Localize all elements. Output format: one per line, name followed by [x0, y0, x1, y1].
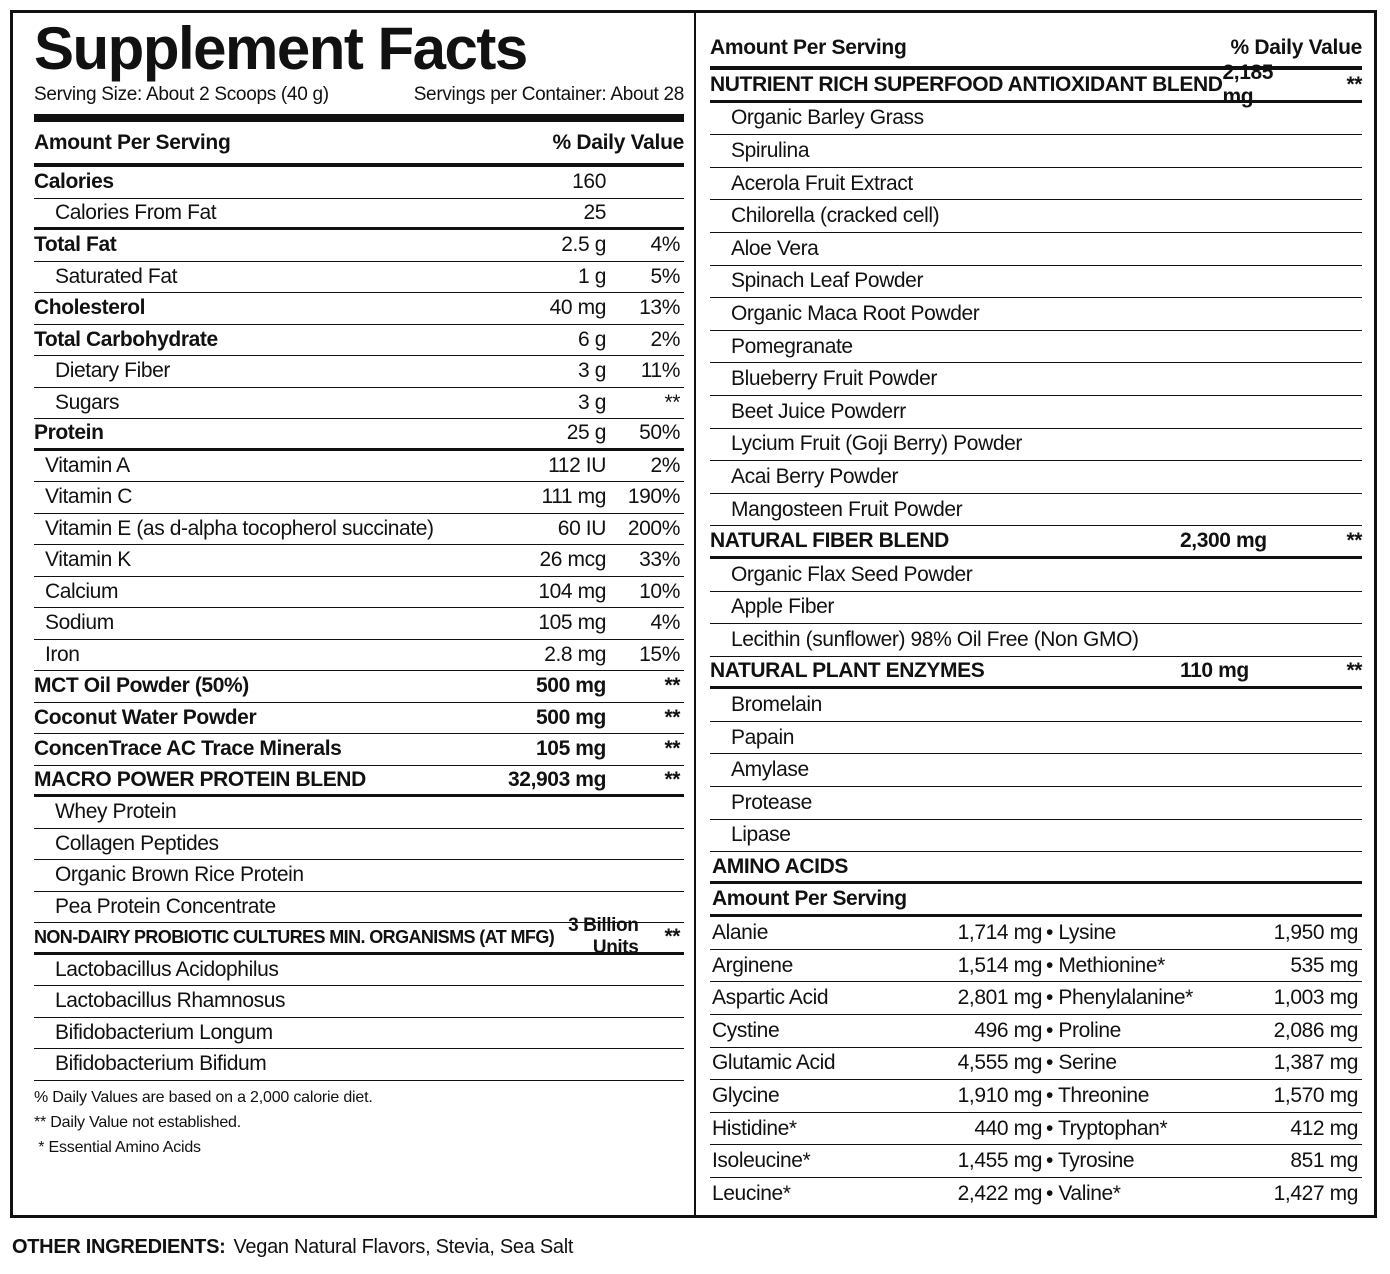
nutrient-row [34, 293, 684, 325]
amino-name: Leucine* [712, 1182, 791, 1206]
blend-ingredient-row [710, 200, 1362, 233]
blend-ingredient-row [710, 787, 1362, 820]
nutrient-row [34, 577, 684, 609]
amount-per-serving-label: Amount Per Serving [710, 36, 907, 59]
nutrient-amount: 104 mg [538, 579, 606, 603]
nutrient-name: ConcenTrace AC Trace Minerals [34, 737, 342, 761]
blend-ingredient-row [710, 363, 1362, 396]
amino-name: Aspartic Acid [712, 986, 829, 1010]
daily-value-label: % Daily Value [1230, 36, 1362, 59]
nutrient-name: Bifidobacterium Bifidum [55, 1052, 267, 1076]
left-header [34, 122, 684, 163]
amino-name: Histidine* [712, 1116, 797, 1140]
nutrient-name: Total Fat [34, 233, 117, 257]
blend-daily-value: ** [1346, 659, 1362, 683]
nutrient-daily-value: 190% [627, 485, 680, 509]
other-ingredients [12, 1236, 573, 1259]
nutrient-name: Lactobacillus Rhamnosus [55, 989, 286, 1013]
amino-amount: 2,422 mg [957, 1182, 1042, 1206]
nutrient-row [34, 703, 684, 735]
nutrient-amount: 105 mg [536, 737, 606, 761]
nutrient-amount: 32,903 mg [508, 767, 606, 791]
amino-row [710, 1048, 1362, 1081]
amino-name: • Tyrosine [1046, 1149, 1135, 1173]
nutrient-amount: 26 mcg [539, 548, 606, 572]
amino-amount: 496 mg [974, 1018, 1042, 1042]
nutrient-amount: 3 g [578, 390, 606, 414]
nutrient-name: Vitamin C [45, 485, 133, 509]
blend-ingredient: Apple Fiber [731, 595, 834, 619]
nutrient-row [34, 545, 684, 577]
nutrient-row [34, 1018, 684, 1050]
amount-per-serving-label: Amount Per Serving [34, 130, 231, 154]
left-column [34, 15, 684, 1160]
nutrient-name: Iron [45, 642, 80, 666]
amino-row [710, 982, 1362, 1015]
blend-ingredient: Lecithin (sunflower) 98% Oil Free (Non GMO) [731, 627, 1139, 651]
blend-ingredient: Lipase [731, 823, 791, 847]
blend-ingredient: Blueberry Fruit Powder [731, 367, 937, 391]
amino-row [710, 1178, 1362, 1211]
nutrient-row [34, 230, 684, 262]
nutrient-name: Calcium [45, 579, 119, 603]
nutrient-daily-value: ** [664, 737, 680, 761]
amino-amount: 2,801 mg [957, 986, 1042, 1010]
blend-ingredient: Spirulina [731, 138, 810, 162]
servings-per-container: Servings per Container: About 28 [413, 84, 684, 105]
nutrient-row [34, 356, 684, 388]
daily-value-label: % Daily Value [552, 130, 684, 154]
page-title: Supplement Facts [34, 15, 527, 82]
nutrient-daily-value: ** [664, 925, 680, 949]
serving-size: Serving Size: About 2 Scoops (40 g) [34, 84, 329, 105]
blend-ingredient: Chilorella (cracked cell) [731, 204, 940, 228]
nutrient-row [34, 325, 684, 357]
nutrient-name: Vitamin E (as d-alpha tocopherol succinate) [45, 516, 434, 540]
amino-row [710, 950, 1362, 983]
amino-name: • Proline [1046, 1018, 1121, 1042]
nutrient-daily-value: 15% [639, 642, 680, 666]
nutrient-name: Lactobacillus Acidophilus [55, 957, 279, 981]
nutrient-row [34, 671, 684, 703]
nutrient-name: Bifidobacterium Longum [55, 1020, 273, 1044]
amino-amount: 1,427 mg [1273, 1182, 1358, 1206]
nutrient-name: NON-DAIRY PROBIOTIC CULTURES MIN. ORGANISMS (AT MFG) [34, 926, 555, 947]
nutrient-name: Sodium [45, 611, 114, 635]
amino-amount: 1,387 mg [1273, 1051, 1358, 1075]
amino-name: Alanie [712, 921, 768, 945]
nutrient-name: Protein [34, 421, 104, 445]
blend-ingredient: Aloe Vera [731, 236, 819, 260]
blend-name: NATURAL PLANT ENZYMES [710, 659, 985, 683]
nutrient-amount: 500 mg [536, 674, 606, 698]
nutrient-name: Organic Brown Rice Protein [55, 863, 304, 887]
amino-amount: 1,514 mg [957, 953, 1042, 977]
amino-amount: 535 mg [1290, 953, 1358, 977]
blend-ingredient: Protease [731, 790, 812, 814]
amino-name: Arginene [712, 953, 793, 977]
blend-amount: 2,300 mg [1180, 529, 1267, 553]
nutrient-amount: 2.5 g [561, 233, 606, 257]
blend-ingredient-row [710, 592, 1362, 625]
nutrient-amount: 105 mg [538, 611, 606, 635]
nutrient-name: Collagen Peptides [55, 831, 219, 855]
nutrient-name: Vitamin A [45, 453, 130, 477]
amino-name: • Phenylalanine* [1046, 986, 1193, 1010]
blend-ingredient-row [710, 754, 1362, 787]
amino-row [710, 1145, 1362, 1178]
footnotes [34, 1085, 684, 1160]
amino-row [710, 1015, 1362, 1048]
amino-name: Cystine [712, 1018, 780, 1042]
nutrient-row [34, 734, 684, 766]
nutrient-amount: 112 IU [548, 453, 606, 477]
blend-row [710, 657, 1362, 690]
blend-row [710, 60, 1362, 108]
nutrient-amount: 40 mg [549, 296, 606, 320]
blend-ingredient: Mangosteen Fruit Powder [731, 497, 963, 521]
column-divider [694, 10, 696, 1218]
nutrient-row [34, 915, 684, 959]
blend-ingredient: Lycium Fruit (Goji Berry) Powder [731, 432, 1022, 456]
other-ingredients-label: OTHER INGREDIENTS: [12, 1236, 226, 1258]
nutrient-name: MCT Oil Powder (50%) [34, 674, 249, 698]
blend-ingredient: Organic Flax Seed Powder [731, 562, 973, 586]
footnote: * Essential Amino Acids [34, 1138, 201, 1156]
blend-list [710, 60, 1362, 852]
nutrient-daily-value: 4% [650, 611, 680, 635]
serving-info [34, 80, 684, 110]
nutrient-daily-value: 2% [650, 453, 680, 477]
nutrient-row [34, 860, 684, 892]
nutrient-daily-value: 5% [650, 264, 680, 288]
amino-name: Glutamic Acid [712, 1051, 836, 1075]
blend-ingredient-row [710, 103, 1362, 136]
nutrient-row [34, 451, 684, 483]
amino-row [710, 917, 1362, 950]
other-ingredients-text: Vegan Natural Flavors, Stevia, Sea Salt [233, 1236, 574, 1258]
blend-ingredient-row [710, 135, 1362, 168]
blend-row [710, 526, 1362, 559]
nutrient-row [34, 829, 684, 861]
nutrient-daily-value: 4% [650, 233, 680, 257]
amino-name: • Tryptophan* [1046, 1116, 1168, 1140]
amino-amount: 1,910 mg [957, 1084, 1042, 1108]
amino-name: • Methionine* [1046, 953, 1165, 977]
nutrient-daily-value: 200% [627, 516, 680, 540]
nutrient-daily-value: 2% [650, 327, 680, 351]
blend-ingredient: Acai Berry Powder [731, 464, 899, 488]
nutrient-row [34, 262, 684, 294]
nutrient-name: Cholesterol [34, 296, 146, 320]
blend-ingredient-row [710, 689, 1362, 722]
nutrient-amount: 1 g [578, 264, 606, 288]
nutrient-row [34, 797, 684, 829]
nutrient-amount: 60 IU [557, 516, 606, 540]
right-column [710, 30, 1362, 1211]
thick-rule [34, 114, 684, 122]
nutrient-amount: 6 g [578, 327, 606, 351]
amino-list [710, 917, 1362, 1210]
nutrient-daily-value: 33% [639, 548, 680, 572]
nutrient-name: Vitamin K [45, 548, 131, 572]
amino-header: Amount Per Serving [710, 884, 1362, 917]
amino-row [710, 1113, 1362, 1146]
blend-amount: 2,185 mg [1222, 60, 1274, 108]
amino-name: Isoleucine* [712, 1149, 811, 1173]
nutrient-row [34, 766, 684, 798]
nutrient-row [34, 482, 684, 514]
blend-ingredient-row [710, 168, 1362, 201]
blend-daily-value: ** [1346, 72, 1362, 96]
amino-amount: 851 mg [1290, 1149, 1358, 1173]
blend-ingredient: Pomegranate [731, 334, 853, 358]
nutrient-name: MACRO POWER PROTEIN BLEND [34, 767, 366, 791]
footnote: ** Daily Value not established. [34, 1113, 241, 1131]
blend-ingredient-row [710, 331, 1362, 364]
nutrient-daily-value: 50% [639, 421, 680, 445]
blend-ingredient-row [710, 461, 1362, 494]
blend-amount: 110 mg [1180, 659, 1249, 683]
amino-name: • Threonine [1046, 1084, 1149, 1108]
nutrient-row [34, 1049, 684, 1081]
amino-name: • Serine [1046, 1051, 1117, 1075]
nutrient-amount: 160 [572, 170, 606, 194]
blend-ingredient-row [710, 429, 1362, 462]
blend-ingredient-row [710, 396, 1362, 429]
nutrient-row [34, 986, 684, 1018]
amino-amount: 1,570 mg [1273, 1084, 1358, 1108]
nutrient-daily-value: ** [664, 390, 680, 414]
nutrient-row [34, 640, 684, 672]
blend-ingredient: Organic Barley Grass [731, 106, 924, 130]
blend-ingredient-row [710, 559, 1362, 592]
amino-amount: 440 mg [974, 1116, 1042, 1140]
blend-ingredient: Organic Maca Root Powder [731, 301, 980, 325]
blend-ingredient: Acerola Fruit Extract [731, 171, 913, 195]
amino-amount: 1,950 mg [1273, 921, 1358, 945]
amino-name: Glycine [712, 1084, 780, 1108]
blend-daily-value: ** [1346, 529, 1362, 553]
blend-ingredient: Bromelain [731, 693, 822, 717]
blend-ingredient-row [710, 233, 1362, 266]
nutrient-daily-value: ** [664, 705, 680, 729]
nutrient-amount: 25 g [566, 421, 606, 445]
nutrient-daily-value: ** [664, 674, 680, 698]
amino-amount: 1,003 mg [1273, 986, 1358, 1010]
nutrient-amount: 2.8 mg [544, 642, 606, 666]
amino-amount: 1,455 mg [957, 1149, 1042, 1173]
amino-amount: 4,555 mg [957, 1051, 1042, 1075]
nutrient-row [34, 514, 684, 546]
amino-name: • Valine* [1046, 1182, 1121, 1206]
nutrient-name: Pea Protein Concentrate [55, 894, 276, 918]
blend-ingredient-row [710, 266, 1362, 299]
amino-row [710, 1080, 1362, 1113]
nutrient-daily-value: ** [664, 767, 680, 791]
blend-ingredient-row [710, 298, 1362, 331]
nutrient-row [34, 167, 684, 199]
amino-title: AMINO ACIDS [710, 852, 1362, 884]
nutrient-name: Saturated Fat [55, 264, 178, 288]
nutrient-row [34, 419, 684, 451]
nutrient-amount: 3 g [578, 359, 606, 383]
nutrient-row [34, 388, 684, 420]
footnote: % Daily Values are based on a 2,000 calorie diet. [34, 1088, 373, 1106]
amino-amount: 2,086 mg [1273, 1018, 1358, 1042]
nutrient-name: Calories From Fat [55, 200, 217, 224]
nutrient-amount: 500 mg [536, 705, 606, 729]
nutrient-name: Whey Protein [55, 800, 177, 824]
nutrient-row [34, 608, 684, 640]
nutrient-name: Calories [34, 170, 114, 194]
nutrient-amount: 111 mg [541, 485, 606, 509]
blend-ingredient: Beet Juice Powderr [731, 399, 906, 423]
blend-name: NATURAL FIBER BLEND [710, 529, 949, 553]
blend-ingredient: Papain [731, 725, 794, 749]
blend-ingredient-row [710, 624, 1362, 657]
nutrient-daily-value: 13% [639, 296, 680, 320]
nutrient-daily-value: 10% [639, 579, 680, 603]
amino-name: • Lysine [1046, 921, 1116, 945]
nutrient-row [34, 199, 684, 231]
nutrient-name: Sugars [55, 390, 120, 414]
blend-ingredient: Spinach Leaf Powder [731, 269, 924, 293]
nutrient-name: Coconut Water Powder [34, 705, 257, 729]
nutrient-list [34, 167, 684, 1081]
blend-ingredient: Amylase [731, 758, 809, 782]
nutrient-name: Total Carbohydrate [34, 327, 218, 351]
amino-amount: 412 mg [1290, 1116, 1358, 1140]
nutrient-amount: 25 [583, 200, 606, 224]
amino-amount: 1,714 mg [957, 921, 1042, 945]
blend-ingredient-row [710, 722, 1362, 755]
blend-name: NUTRIENT RICH SUPERFOOD ANTIOXIDANT BLEND [710, 72, 1223, 96]
nutrient-daily-value: 11% [640, 359, 680, 383]
nutrient-amount: 3 Billion Units [568, 915, 639, 959]
blend-ingredient-row [710, 820, 1362, 853]
blend-ingredient-row [710, 494, 1362, 527]
nutrient-name: Dietary Fiber [55, 359, 170, 383]
